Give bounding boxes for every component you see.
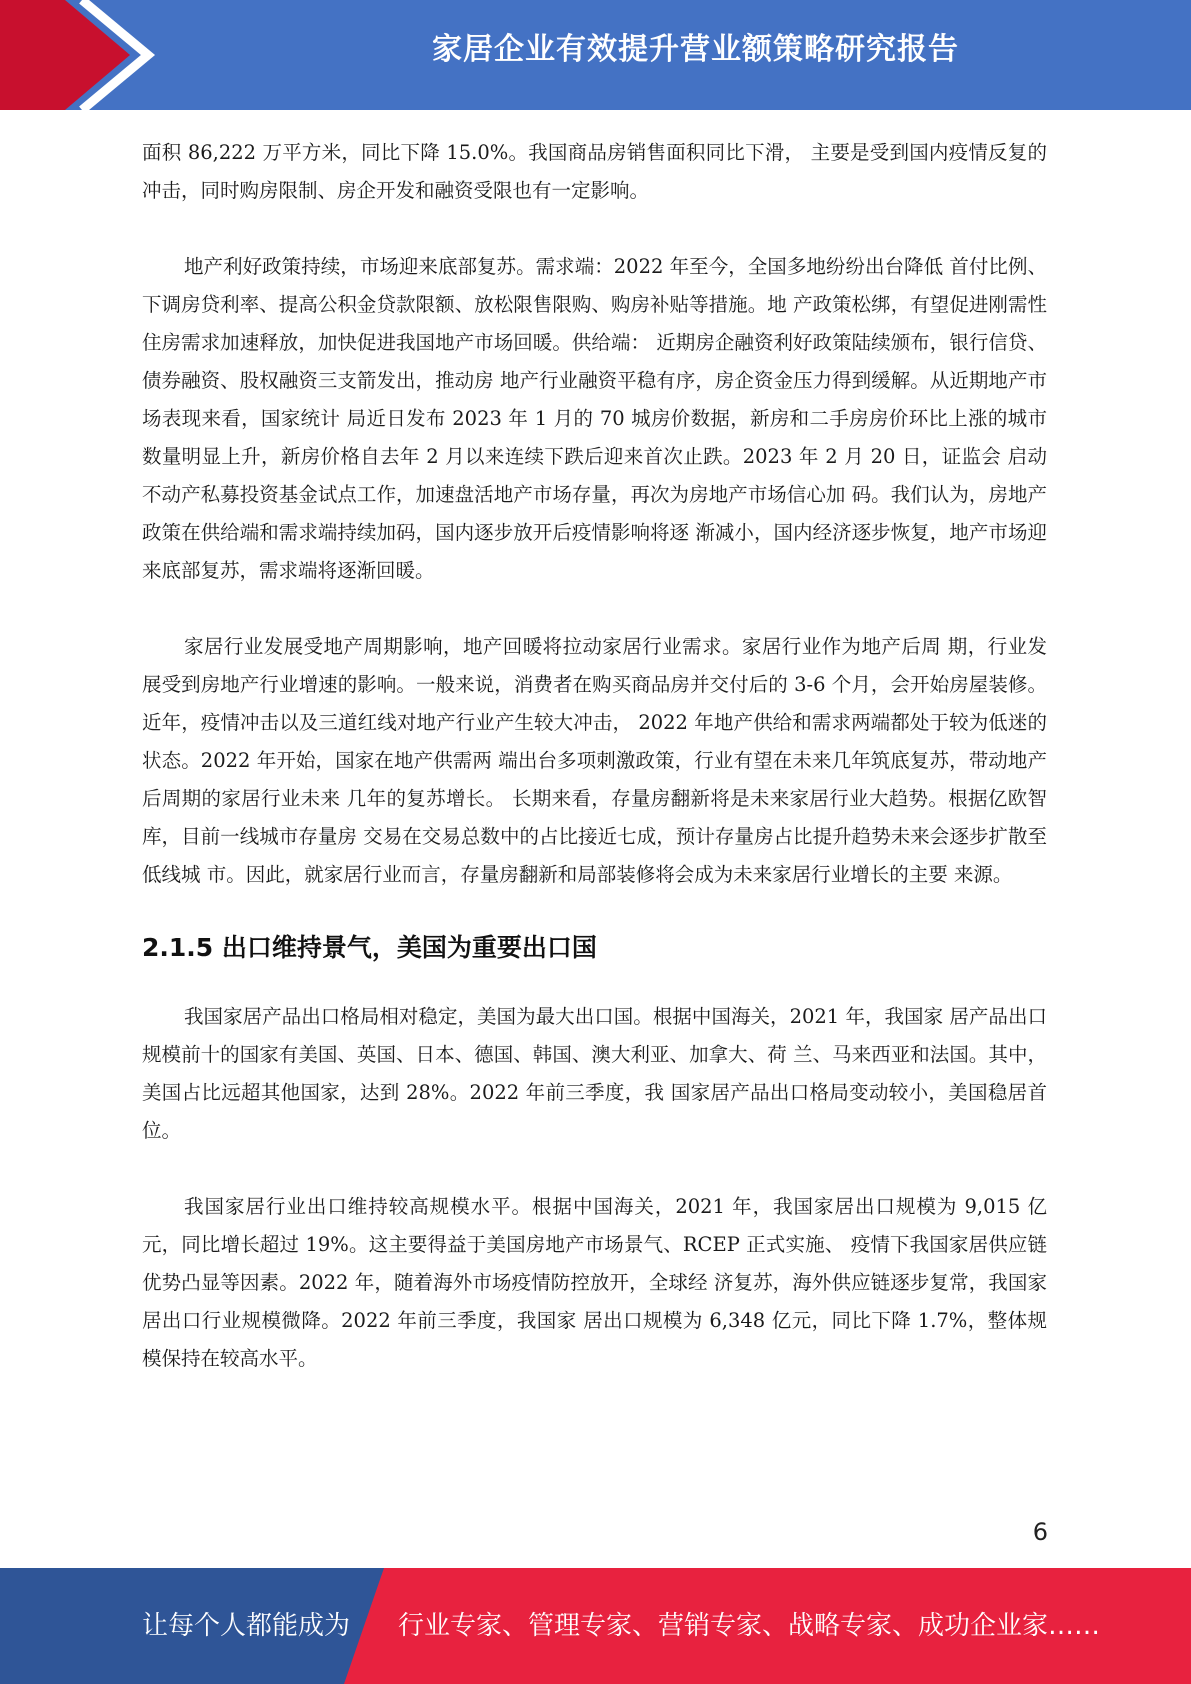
footer-slogan-right: 行业专家、管理专家、营销专家、战略专家、成功企业家…… — [398, 1611, 1101, 1641]
paragraph-3: 家居行业发展受地产周期影响，地产回暖将拉动家居行业需求。家居行业作为地产后周 期，行业发展受到房地产行业增速的影响。一般来说，消费者在购买商品房并交付后的 3-6 个月，会开始房屋装修。近年，疫情冲击以及三道红线对地产行业产生较大冲击， 2022 年地产供给和需求两端都处于较为低迷的状态。2022 年开始，国家在地产供需两 端出台多项刺激政策，行业有望在未来几年筑底复苏，带动地产后周期的家居行业未来 几年的复苏增长。 长期来看，存量房翻新将是未来家居行业大趋势。根据亿欧智库，目前一线城市存量房 交易在交易总数中的占比接近七成，预计存量房占比提升趋势未来会逐步扩散至低线城 市。因此，就家居行业而言，存量房翻新和局部装修将会成为未来家居行业增长的主要 来源。 — [142, 635, 1047, 886]
page-body — [142, 134, 1047, 1378]
arrow-icon — [0, 0, 160, 110]
paragraph-1: 面积 86,222 万平方米，同比下降 15.0%。我国商品房销售面积同比下滑， 主要是受到国内疫情反复的冲击，同时购房限制、房企开发和融资受限也有一定影响。 — [142, 141, 1047, 202]
paragraph-5: 我国家居行业出口维持较高规模水平。根据中国海关，2021 年，我国家居出口规模为 9,015 亿元，同比增长超过 19%。这主要得益于美国房地产市场景气、RCEP 正式实施、 疫情下我国家居供应链优势凸显等因素。2022 年，随着海外市场疫情防控放开，全球经 济复苏，海外供应链逐步复常，我国家居出口行业规模微降。2022 年前三季度，我国家 居出口规模为 6,348 亿元，同比下降 1.7%，整体规模保持在较高水平。 — [142, 1195, 1047, 1370]
page-footer — [0, 1568, 1191, 1684]
page-header — [0, 0, 1191, 110]
paragraph-2: 地产利好政策持续，市场迎来底部复苏。需求端：2022 年至今，全国多地纷纷出台降低 首付比例、下调房贷利率、提高公积金贷款限额、放松限售限购、购房补贴等措施。地 产政策松绑，有望促进刚需性住房需求加速释放，加快促进我国地产市场回暖。供给端： 近期房企融资利好政策陆续颁布，银行信贷、债券融资、股权融资三支箭发出，推动房 地产行业融资平稳有序，房企资金压力得到缓解。从近期地产市场表现来看，国家统计 局近日发布 2023 年 1 月的 70 城房价数据，新房和二手房房价环比上涨的城市数量明显上升，新房价格自去年 2 月以来连续下跌后迎来首次止跌。2023 年 2 月 20 日，证监会 启动不动产私募投资基金试点工作，加速盘活地产市场存量，再次为房地产市场信心加 码。我们认为，房地产政策在供给端和需求端持续加码，国内逐步放开后疫情影响将逐 渐减小，国内经济逐步恢复，地产市场迎来底部复苏，需求端将逐渐回暖。 — [142, 255, 1047, 582]
footer-slogan-left: 让每个人都能成为 — [142, 1611, 351, 1641]
paragraph-4: 我国家居产品出口格局相对稳定，美国为最大出口国。根据中国海关，2021 年，我国家 居产品出口规模前十的国家有美国、英国、日本、德国、韩国、澳大利亚、加拿大、荷 兰、马来西亚和法国。其中，美国占比远超其他国家，达到 28%。2022 年前三季度，我 国家居产品出口格局变动较小，美国稳居首位。 — [142, 1005, 1047, 1142]
report-title: 家居企业有效提升营业额策略研究报告 — [432, 32, 959, 67]
page-number: 6 — [1032, 1518, 1048, 1546]
section-heading: 2.1.5 出口维持景气，美国为重要出口国 — [142, 933, 597, 962]
